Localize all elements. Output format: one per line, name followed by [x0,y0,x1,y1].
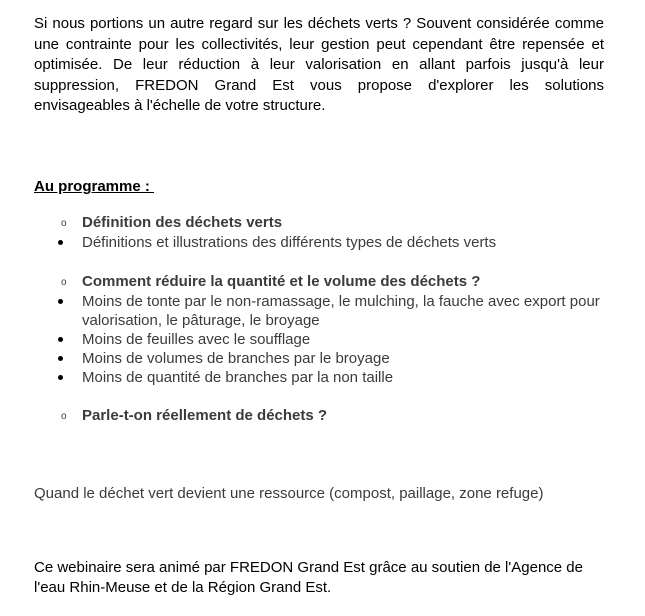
list-item [56,330,612,349]
list-item [56,292,612,330]
list-item-text: Moins de feuilles avec le soufflage [82,331,311,348]
section-heading-text: Parle-t-on réellement de déchets ? [82,407,328,424]
bullet-dot-icon [58,375,63,380]
circle-bullet-icon: o [61,217,67,229]
program-title: Au programme : [34,178,155,195]
intro-paragraph: Si nous portions un autre regard sur les déchets verts ? Souvent considérée comme une contrainte pour les collectivités, leur gestion peut cependant être repensée et optimisée. De leur réduction à leur valorisation en allant parfois jusqu'à leur suppression, FREDON Grand Est vous propose d'explorer les solutions envisageables à l'échelle de votre structure. [34,15,604,114]
section-heading-reduction [61,273,480,290]
circle-bullet-icon: o [61,276,67,288]
section-heading-text: Définition des déchets verts [82,214,283,231]
section-heading-text: Comment réduire la quantité et le volume des déchets ? [82,273,481,290]
list-item [56,233,612,252]
list-item-text: Moins de volumes de branches par le broyage [82,350,390,367]
closing-paragraph: Ce webinaire sera animé par FREDON Grand Est grâce au soutien de l'Agence de l'eau Rhin-Meuse et de la Région Grand Est. [34,559,583,596]
section-list-reduction [56,292,612,387]
circle-bullet-icon: o [61,410,67,422]
bullet-dot-icon [58,356,63,361]
section-heading-definition [61,214,282,231]
bullet-dot-icon [58,299,63,304]
section-list-definition [56,233,612,252]
list-item [56,349,612,368]
bullet-dot-icon [58,240,63,245]
list-item-text: Définitions et illustrations des différents types de déchets verts [82,234,497,251]
resource-line: Quand le déchet vert devient une ressource (compost, paillage, zone refuge) [34,485,544,502]
list-item-text: Moins de quantité de branches par la non taille [82,369,394,386]
section-heading-waste-question [61,407,327,424]
list-item [56,368,612,387]
bullet-dot-icon [58,337,63,342]
list-item-text: Moins de tonte par le non-ramassage, le mulching, la fauche avec export pour valorisation, le pâturage, le broyage [82,293,600,329]
